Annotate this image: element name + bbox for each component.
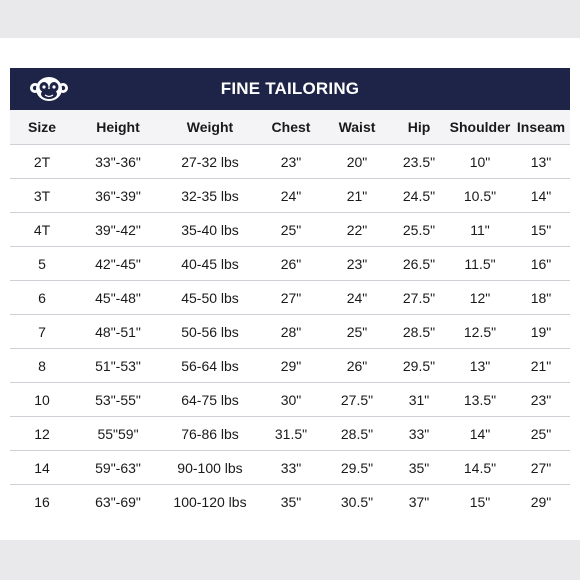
table-cell-shoulder: 11.5" <box>464 255 496 272</box>
table-row <box>10 484 570 518</box>
table-cell-height: 36"-39" <box>95 187 141 204</box>
table-row <box>10 178 570 212</box>
table-cell-chest: 25" <box>280 221 302 238</box>
table-cell-height: 55"59" <box>97 425 139 442</box>
table-cell-height: 39"-42" <box>95 221 141 238</box>
table-cell-size: 6 <box>38 289 46 306</box>
column-header-inseam: Inseam <box>516 119 566 135</box>
table-cell-height: 63"-69" <box>95 493 141 510</box>
table-cell-shoulder: 14" <box>469 425 491 442</box>
table-cell-weight: 56-64 lbs <box>181 357 239 374</box>
table-cell-height: 45"-48" <box>95 289 141 306</box>
table-cell-hip: 28.5" <box>402 323 436 340</box>
top-background-band <box>0 0 580 38</box>
table-cell-chest: 33" <box>280 459 302 476</box>
table-cell-waist: 26" <box>346 357 368 374</box>
table-cell-inseam: 13" <box>530 153 552 170</box>
table-cell-height: 42"-45" <box>95 255 141 272</box>
table-cell-weight: 40-45 lbs <box>181 255 239 272</box>
table-row <box>10 382 570 416</box>
table-title: FINE TAILORING <box>220 79 360 98</box>
table-row <box>10 314 570 348</box>
table-cell-waist: 30.5" <box>340 493 374 510</box>
table-cell-waist: 24" <box>346 289 368 306</box>
table-cell-height: 59"-63" <box>95 459 141 476</box>
table-cell-hip: 26.5" <box>402 255 436 272</box>
table-cell-weight: 45-50 lbs <box>181 289 239 306</box>
table-cell-shoulder: 10" <box>469 153 491 170</box>
table-cell-weight: 50-56 lbs <box>181 323 239 340</box>
column-header-hip: Hip <box>407 119 431 135</box>
table-cell-inseam: 18" <box>530 289 552 306</box>
table-cell-size: 12 <box>34 425 50 442</box>
table-cell-shoulder: 11" <box>470 221 490 238</box>
table-body <box>10 144 570 518</box>
table-cell-inseam: 15" <box>530 221 552 238</box>
table-cell-inseam: 14" <box>530 187 552 204</box>
table-row <box>10 450 570 484</box>
size-chart-table <box>10 68 570 513</box>
table-cell-weight: 32-35 lbs <box>181 187 239 204</box>
table-cell-size: 5 <box>38 255 46 272</box>
table-cell-height: 53"-55" <box>95 391 141 408</box>
monkey-face-icon <box>30 76 68 102</box>
table-cell-shoulder: 14.5" <box>463 459 497 476</box>
column-header-height: Height <box>96 119 140 135</box>
table-cell-waist: 27.5" <box>340 391 374 408</box>
table-cell-height: 51"-53" <box>95 357 141 374</box>
column-header-chest: Chest <box>271 119 311 135</box>
table-cell-waist: 23" <box>346 255 368 272</box>
table-cell-size: 3T <box>33 187 51 204</box>
table-cell-inseam: 21" <box>530 357 552 374</box>
table-row <box>10 144 570 178</box>
table-row <box>10 348 570 382</box>
table-cell-inseam: 19" <box>530 323 552 340</box>
column-header-weight: Weight <box>186 119 234 135</box>
table-cell-size: 2T <box>33 153 51 170</box>
table-cell-waist: 25" <box>346 323 368 340</box>
table-cell-hip: 24.5" <box>402 187 436 204</box>
table-cell-height: 48"-51" <box>95 323 141 340</box>
table-cell-chest: 31.5" <box>274 425 308 442</box>
table-cell-waist: 28.5" <box>340 425 374 442</box>
bottom-background-band <box>0 540 580 580</box>
table-row <box>10 212 570 246</box>
table-cell-shoulder: 12.5" <box>463 323 497 340</box>
table-cell-chest: 29" <box>280 357 302 374</box>
table-row <box>10 416 570 450</box>
table-cell-inseam: 16" <box>530 255 552 272</box>
table-cell-shoulder: 12" <box>469 289 491 306</box>
table-cell-hip: 27.5" <box>402 289 436 306</box>
table-cell-chest: 23" <box>280 153 302 170</box>
table-cell-weight: 76-86 lbs <box>181 425 239 442</box>
table-cell-inseam: 29" <box>530 493 552 510</box>
table-cell-waist: 21" <box>346 187 368 204</box>
table-cell-weight: 64-75 lbs <box>181 391 239 408</box>
column-header-row <box>10 110 570 144</box>
table-cell-size: 14 <box>34 459 50 476</box>
table-cell-shoulder: 13.5" <box>463 391 497 408</box>
table-cell-chest: 26" <box>280 255 302 272</box>
table-cell-size: 10 <box>34 391 50 408</box>
table-cell-chest: 28" <box>280 323 302 340</box>
table-cell-hip: 29.5" <box>402 357 436 374</box>
table-cell-shoulder: 13" <box>469 357 491 374</box>
table-cell-hip: 23.5" <box>402 153 436 170</box>
table-cell-waist: 22" <box>346 221 368 238</box>
table-cell-waist: 29.5" <box>340 459 374 476</box>
table-cell-waist: 20" <box>346 153 368 170</box>
table-header-bar <box>10 68 570 110</box>
table-row <box>10 280 570 314</box>
table-cell-hip: 25.5" <box>402 221 436 238</box>
column-header-size: Size <box>27 119 56 135</box>
column-header-shoulder: Shoulder <box>449 119 511 135</box>
table-cell-size: 7 <box>38 323 46 340</box>
table-cell-shoulder: 10.5" <box>463 187 497 204</box>
table-cell-chest: 35" <box>280 493 302 510</box>
table-cell-chest: 24" <box>280 187 302 204</box>
table-cell-weight: 100-120 lbs <box>173 493 247 510</box>
table-cell-shoulder: 15" <box>469 493 491 510</box>
table-cell-inseam: 27" <box>530 459 552 476</box>
table-cell-chest: 30" <box>280 391 302 408</box>
table-cell-hip: 35" <box>408 459 430 476</box>
table-row <box>10 246 570 280</box>
table-cell-height: 33"-36" <box>95 153 141 170</box>
table-cell-weight: 27-32 lbs <box>181 153 239 170</box>
table-cell-weight: 35-40 lbs <box>181 221 239 238</box>
table-cell-hip: 31" <box>408 391 430 408</box>
table-cell-inseam: 23" <box>530 391 552 408</box>
table-cell-hip: 37" <box>408 493 430 510</box>
table-cell-size: 4T <box>33 221 51 238</box>
table-cell-weight: 90-100 lbs <box>177 459 243 476</box>
table-cell-size: 16 <box>34 493 50 510</box>
table-cell-size: 8 <box>38 357 46 374</box>
table-cell-inseam: 25" <box>530 425 552 442</box>
table-cell-chest: 27" <box>280 289 302 306</box>
table-cell-hip: 33" <box>408 425 430 442</box>
column-header-waist: Waist <box>338 119 376 135</box>
